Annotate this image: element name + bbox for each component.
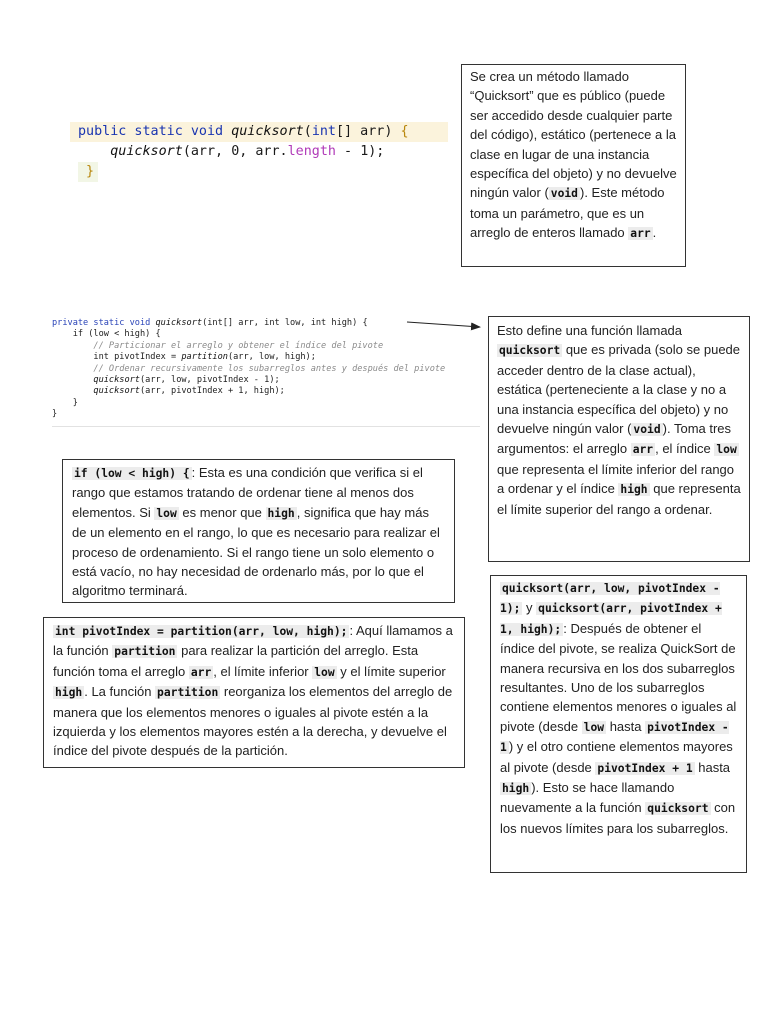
code-line: int pivotIndex = partition(arr, low, high);: [52, 352, 316, 363]
code-snippet-quicksort-public: [70, 122, 448, 184]
explanation-text: Esto define una función llamada quicksort que es privada (solo se puede acceder dentro de la clase actual), estática (perteneciente a la clase y no a una instancia específica del objeto) y no devuelve ningún valor ( void ). Toma tres argumentos: el arreglo arr , el índice low que representa el límite inferior del rango a ordenar y el índice high que representa el límite superior del rango a ordenar.: [497, 323, 741, 517]
code-line: quicksort(arr, 0, arr.length - 1);: [110, 144, 385, 159]
explanation-text: int pivotIndex = partition(arr, low, high); : Aquí llamamos a la función partition para realizar la partición del arreglo. Esta función toma el arreglo arr , el límite inferior low y el límite superior high . La función partition reorganiza los elementos del arreglo de manera que los elementos menores o iguales al pivote estén a la izquierda y los elementos mayores estén a la derecha, y devuelve el índice del pivote después de la partición.: [53, 623, 453, 759]
explanation-box-recursive-calls: [490, 575, 747, 873]
divider: [52, 426, 480, 427]
code-line: }: [52, 409, 58, 420]
code-comment: // Particionar el arreglo y obtener el índice del pivote: [52, 340, 384, 351]
explanation-box-partition: [43, 617, 465, 768]
code-line: quicksort(arr, low, pivotIndex - 1);: [93, 375, 280, 386]
explanation-box-public-method: [461, 64, 686, 267]
explanation-text: quicksort(arr, low, pivotIndex - 1); y quicksort(arr, pivotIndex + 1, high); : Después de obtener el índice del pivote, se realiza QuickSort de manera recursiva en los dos subarreglos resultantes. Uno de los subarreglos contiene elementos menores o iguales al pivote (desde low hasta pivotIndex - 1 ) y el otro contiene elementos mayores al pivote (desde pivotIndex + 1 hasta high ). Esto se hace llamando nuevamente a la función quicksort con los nuevos límites para los subarreglos.: [500, 582, 737, 836]
explanation-text: if (low < high) { : Esta es una condición que verifica si el rango que estamos tratando de ordenar tiene al menos dos elementos. Si low es menor que high , significa que hay más de un elemento en el rango, lo que es necesario para realizar el proceso de ordenamiento. Si el rango tiene un solo elemento o está vacío, no hay necesidad de ordenarlo más, por lo que el algoritmo terminará.: [72, 465, 440, 599]
code-line: }: [52, 397, 78, 408]
code-line: quicksort(arr, pivotIndex + 1, high);: [93, 386, 285, 397]
explanation-text: Se crea un método llamado “Quicksort” que es público (puede ser accedido desde cualquier parte del código), estático (pertenece a la clase en lugar de una instancia específica del objeto) y no devuelve ningún valor ( void ). Este método toma un parámetro, que es un arreglo de enteros llamado arr .: [470, 69, 677, 241]
code-comment: // Ordenar recursivamente los subarreglos antes y después del pivote: [52, 363, 446, 374]
code-line: if (low < high) {: [52, 329, 161, 340]
code-snippet-quicksort-private: [52, 318, 480, 440]
code-line: public static void quicksort(int[] arr) {: [70, 122, 448, 142]
code-line: private static void quicksort(int[] arr, int low, int high) {: [52, 318, 368, 328]
explanation-box-private-method: [488, 316, 750, 562]
explanation-box-if-condition: [62, 459, 455, 603]
code-line: }: [70, 162, 448, 182]
